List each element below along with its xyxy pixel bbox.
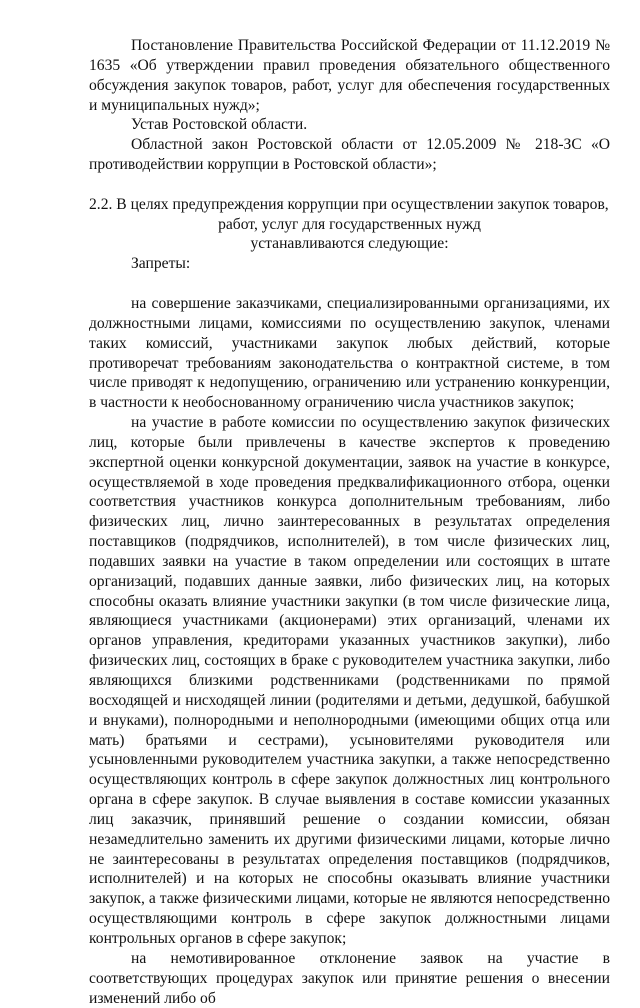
legal-basis-law-218: Областной закон Ростовской области от 12.05.2009 № 218-ЗС «О противодействии коррупции в Ростовской области»;	[89, 136, 610, 174]
document-page	[89, 36, 610, 1008]
section-heading	[89, 195, 610, 255]
prohibitions-label: Запреты:	[131, 255, 191, 273]
prohibition-item: на участие в работе комиссии по осуществлению закупок физических лиц, которые были привлечены в качестве экспертов к проведению экспертной оценки конкурсной документации, заявок на участие в конкурсе, осуществляемой в ходе проведения предквалификационного отбора, оценки соответствия участников конкурса дополнительным требованиям, либо физических лиц, лично заинтересованных в результатах определения поставщиков (подрядчиков, исполнителей), в том числе физических лиц, подавших заявки на участие в таком определении или состоящих в штате организаций, подавших данные заявки, либо физических лиц, на которых способны оказать влияние участники закупки (в том числе физические лица, являющиеся участниками (акционерами) этих организаций, членами их органов управления, кредиторами указанных участников закупки), либо физических лиц, состоящих в браке с руководителем участника закупки, либо являющихся близкими родственниками (родственниками по прямой восходящей и нисходящей линии (родителями и детьми, дедушкой, бабушкой и внуками), полнородными и неполнородными (имеющими общих отца или мать) братьями и сестрами), усыновителями руководителя или усыновленными руководителем участника закупки, а также непосредственно осуществляющих контроль в сфере закупок должностных лиц контрольного органа в сфере закупок. В случае выявления в составе комиссии указанных лиц заказчик, принявший решение о создании комиссии, обязан незамедлительно заменить их другими физическими лицами, которые лично не заинтересованы в результатах определения поставщиков (подрядчиков, исполнителей) и на которых не способны оказывать влияние участники закупок, а также физическими лицами, которые не являются непосредственно осуществляющими контроль в сфере закупок должностными лицами контрольных органов в сфере закупок;	[89, 414, 610, 947]
legal-basis-charter: Устав Ростовской области.	[131, 116, 308, 134]
prohibition-item: на совершение заказчиками, специализированными организациями, их должностными лицами, комиссиями по осуществлению закупок, членами таких комиссий, участниками закупок любых действий, которые противоречат требованиям законодательства о контрактной системе, в том числе приводят к недопущению, ограничению или устранению конкуренции, в частности к необоснованному ограничению числа участников закупок;	[89, 294, 610, 412]
prohibition-item: на немотивированное отклонение заявок на участие в соответствующих процедурах закупок или принятие решения о внесении изменений либо об	[89, 949, 610, 1007]
section-heading-line-1: 2.2. В целях предупреждения коррупции при осуществлении закупок товаров,	[89, 195, 609, 213]
section-heading-line-3: устанавливаются следующие:	[250, 235, 449, 253]
section-heading-line-2: работ, услуг для государственных нужд	[218, 215, 481, 233]
legal-basis-decree-1635: Постановление Правительства Российской Федерации от 11.12.2019 № 1635 «Об утверждении правил проведения обязательного общественного обсуждения закупок товаров, работ, услуг для обеспечения государственных и муниципальных нужд»;	[89, 37, 610, 114]
